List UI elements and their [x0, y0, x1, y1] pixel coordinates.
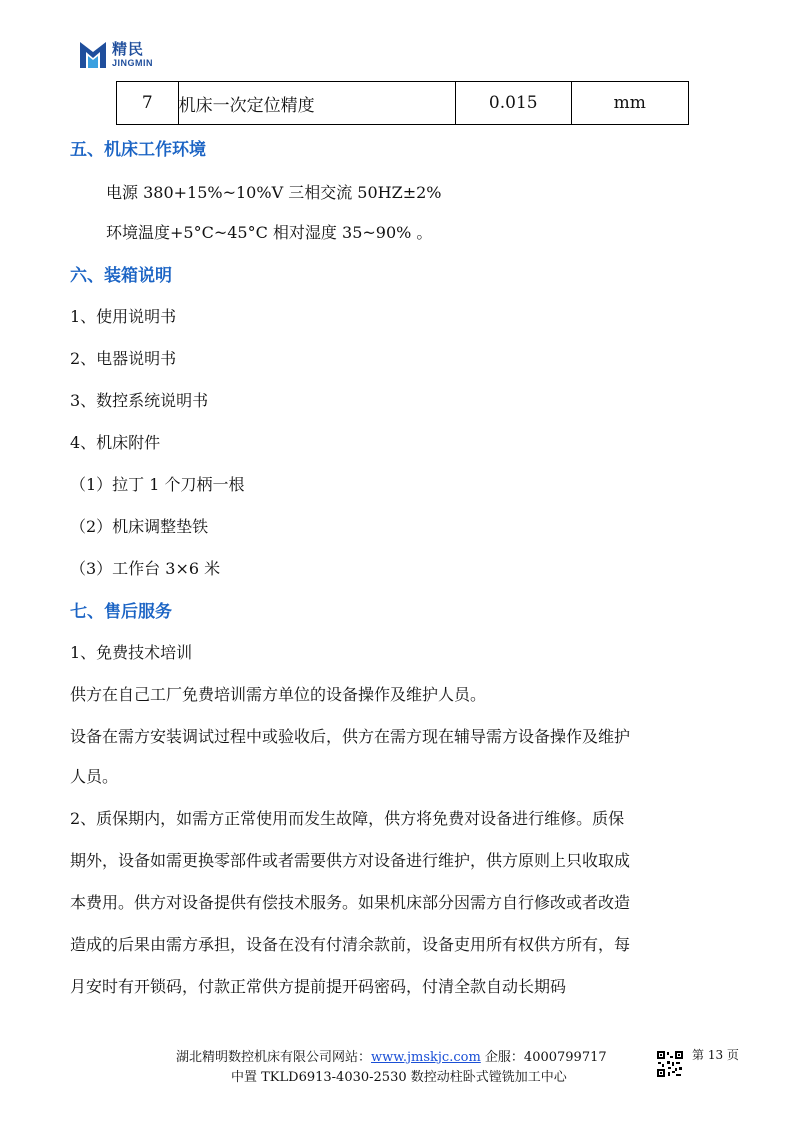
footer-service-phone: 企服：4000799717 [484, 1050, 607, 1065]
logo-chinese-name: 精民 [112, 40, 145, 58]
footer-company: 湖北精明数控机床有限公司网站： [176, 1050, 372, 1065]
list-item: 1、使用说明书 [70, 307, 177, 326]
list-item: 4、机床附件 [70, 433, 161, 452]
page-number: 第 13 页 [692, 1048, 739, 1062]
list-item: （2）机床调整垫铁 [70, 517, 209, 536]
service-line: 月安时有开锁码，付款正常供方提前提开码密码，付清全款自动长期码 [70, 977, 567, 996]
footer-product: 中置 TKLD6913-4030-2530 数控动柱卧式镗铣加工中心 [231, 1070, 567, 1085]
service-line: 设备在需方安装调试过程中或验收后，供方在需方现在辅导需方设备操作及维护 [70, 727, 631, 746]
list-item: 2、电器说明书 [70, 349, 177, 368]
spec-value: 0.015 [455, 82, 571, 125]
service-line: 1、免费技术培训 [70, 643, 193, 662]
service-line: 2、质保期内，如需方正常使用而发生故障，供方将免费对设备进行维修。质保 [70, 809, 625, 828]
service-line: 人员。 [70, 767, 119, 786]
list-item: （3）工作台 3×6 米 [70, 559, 221, 578]
website-link[interactable]: www.jmskjc.com [371, 1050, 481, 1065]
jingmin-logo-icon [78, 40, 108, 70]
table-row [117, 82, 689, 125]
service-line: 造成的后果由需方承担，设备在没有付清余款前，设备吏用所有权供方所有，每 [70, 935, 631, 954]
company-logo [78, 40, 153, 70]
env-temperature-text: 环境温度+5°C~45°C 相对湿度 35~90% 。 [106, 223, 433, 242]
spec-table [116, 81, 689, 125]
section-heading-packing: 六、装箱说明 [70, 266, 172, 286]
list-item: （1）拉丁 1 个刀柄一根 [70, 475, 245, 494]
qr-code-icon [656, 1050, 684, 1078]
env-power-text: 电源 380+15%~10%V 三相交流 50HZ±2% [106, 183, 442, 202]
row-number: 7 [117, 82, 179, 125]
logo-english-name: JINGMIN [112, 58, 154, 68]
service-line: 供方在自己工厂免费培训需方单位的设备操作及维护人员。 [70, 685, 487, 704]
spec-name: 机床一次定位精度 [178, 82, 455, 125]
section-heading-after-sales: 七、售后服务 [70, 602, 172, 622]
service-line: 期外，设备如需更换零部件或者需要供方对设备进行维护，供方原则上只收取成 [70, 851, 631, 870]
section-heading-environment: 五、机床工作环境 [70, 140, 206, 160]
service-line: 本费用。供方对设备提供有偿技术服务。如果机床部分因需方自行修改或者改造 [70, 893, 631, 912]
spec-unit: mm [571, 82, 688, 125]
list-item: 3、数控系统说明书 [70, 391, 209, 410]
